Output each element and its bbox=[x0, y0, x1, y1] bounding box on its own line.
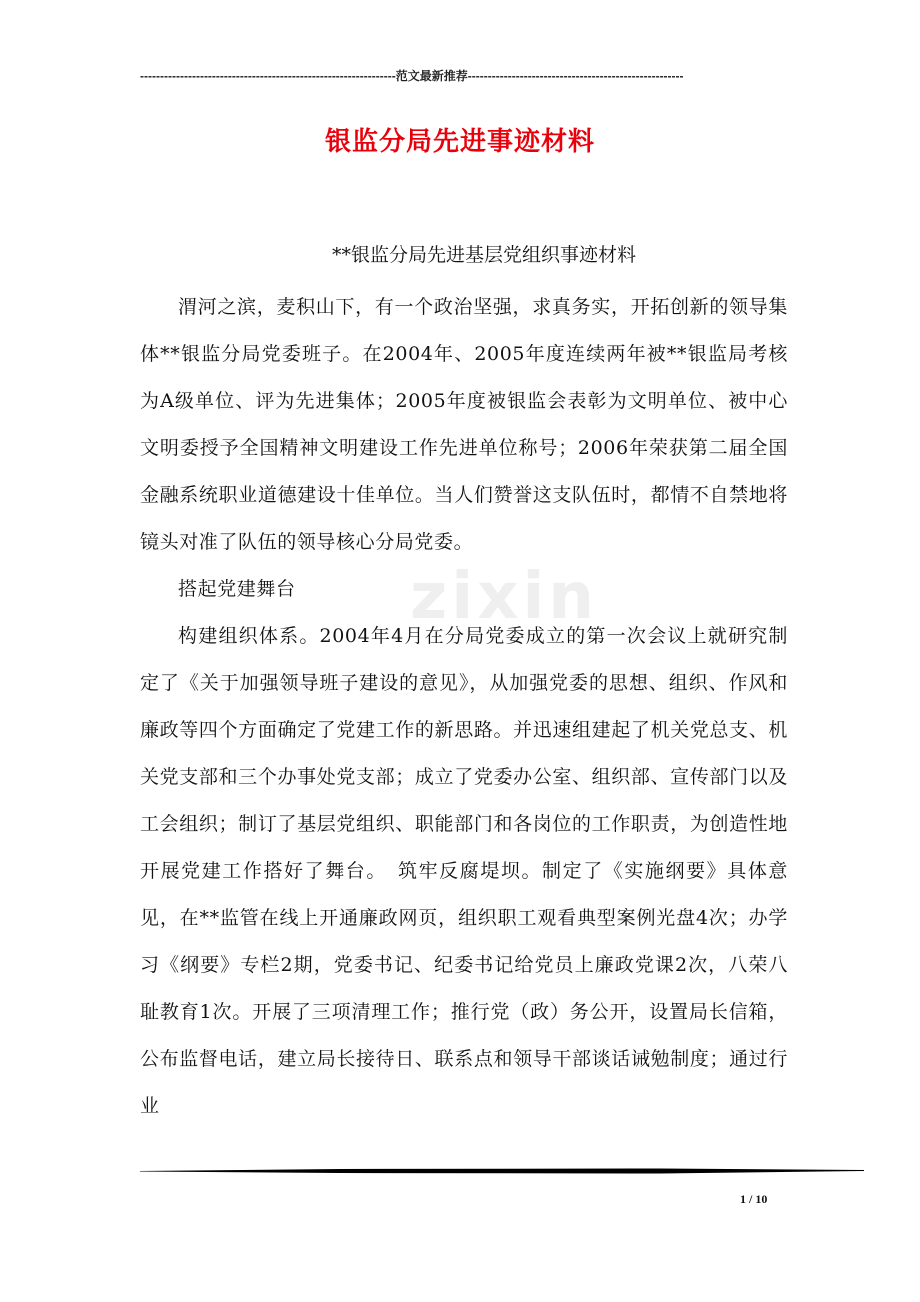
watermark: zixin bbox=[410, 560, 598, 634]
document-subtitle: **银监分局先进基层党组织事迹材料 bbox=[332, 244, 637, 266]
paragraph-intro: 渭河之滨，麦积山下，有一个政治坚强，求真务实，开拓创新的领导集体**银监分局党委班子。在2004年、2005年度连续两年被**银监局考核为A级单位、评为先进集体；2005年度被银监会表彰为文明单位、被中心文明委授予全国精神文明建设工作先进单位称号；2006年荣获第二届全国金融系统职业道德建设十佳单位。当人们赞誉这支队伍时，都情不自禁地将镜头对准了队伍的领导核心分局党委。 bbox=[140, 296, 788, 553]
section-heading: 搭起党建舞台 bbox=[178, 578, 296, 600]
document-body bbox=[140, 284, 788, 1130]
paragraph-organization: 构建组织体系。2004年4月在分局党委成立的第一次会议上就研究制定了《关于加强领导班子建设的意见》，从加强党委的思想、组织、作风和廉政等四个方面确定了党建工作的新思路。并迅速组建起了机关党总支、机关党支部和三个办事处党支部；成立了党委办公室、组织部、宣传部门以及工会组织；制订了基层党组织、职能部门和各岗位的工作职责，为创造性地开展党建工作搭好了舞台。 筑牢反腐堤坝。制定了《实施纲要》具体意见，在**监管在线上开通廉政网页，组织职工观看典型案例光盘4次；办学习《纲要》专栏2期，党委书记、纪委书记给党员上廉政党课2次，八荣八耻教育1次。开展了三项清理工作；推行党（政）务公开，设置局长信箱，公布监督电话，建立局长接待日、联系点和领导干部谈话诫勉制度；通过行业 bbox=[140, 625, 788, 1117]
document-title: 银监分局先进事迹材料 bbox=[324, 127, 595, 157]
page-number: 1 / 10 bbox=[740, 1192, 768, 1206]
footer-divider bbox=[140, 1168, 864, 1174]
header-banner: ----------------------------------------------------------------范文最新推荐------------------------------------------------------ bbox=[140, 69, 684, 83]
